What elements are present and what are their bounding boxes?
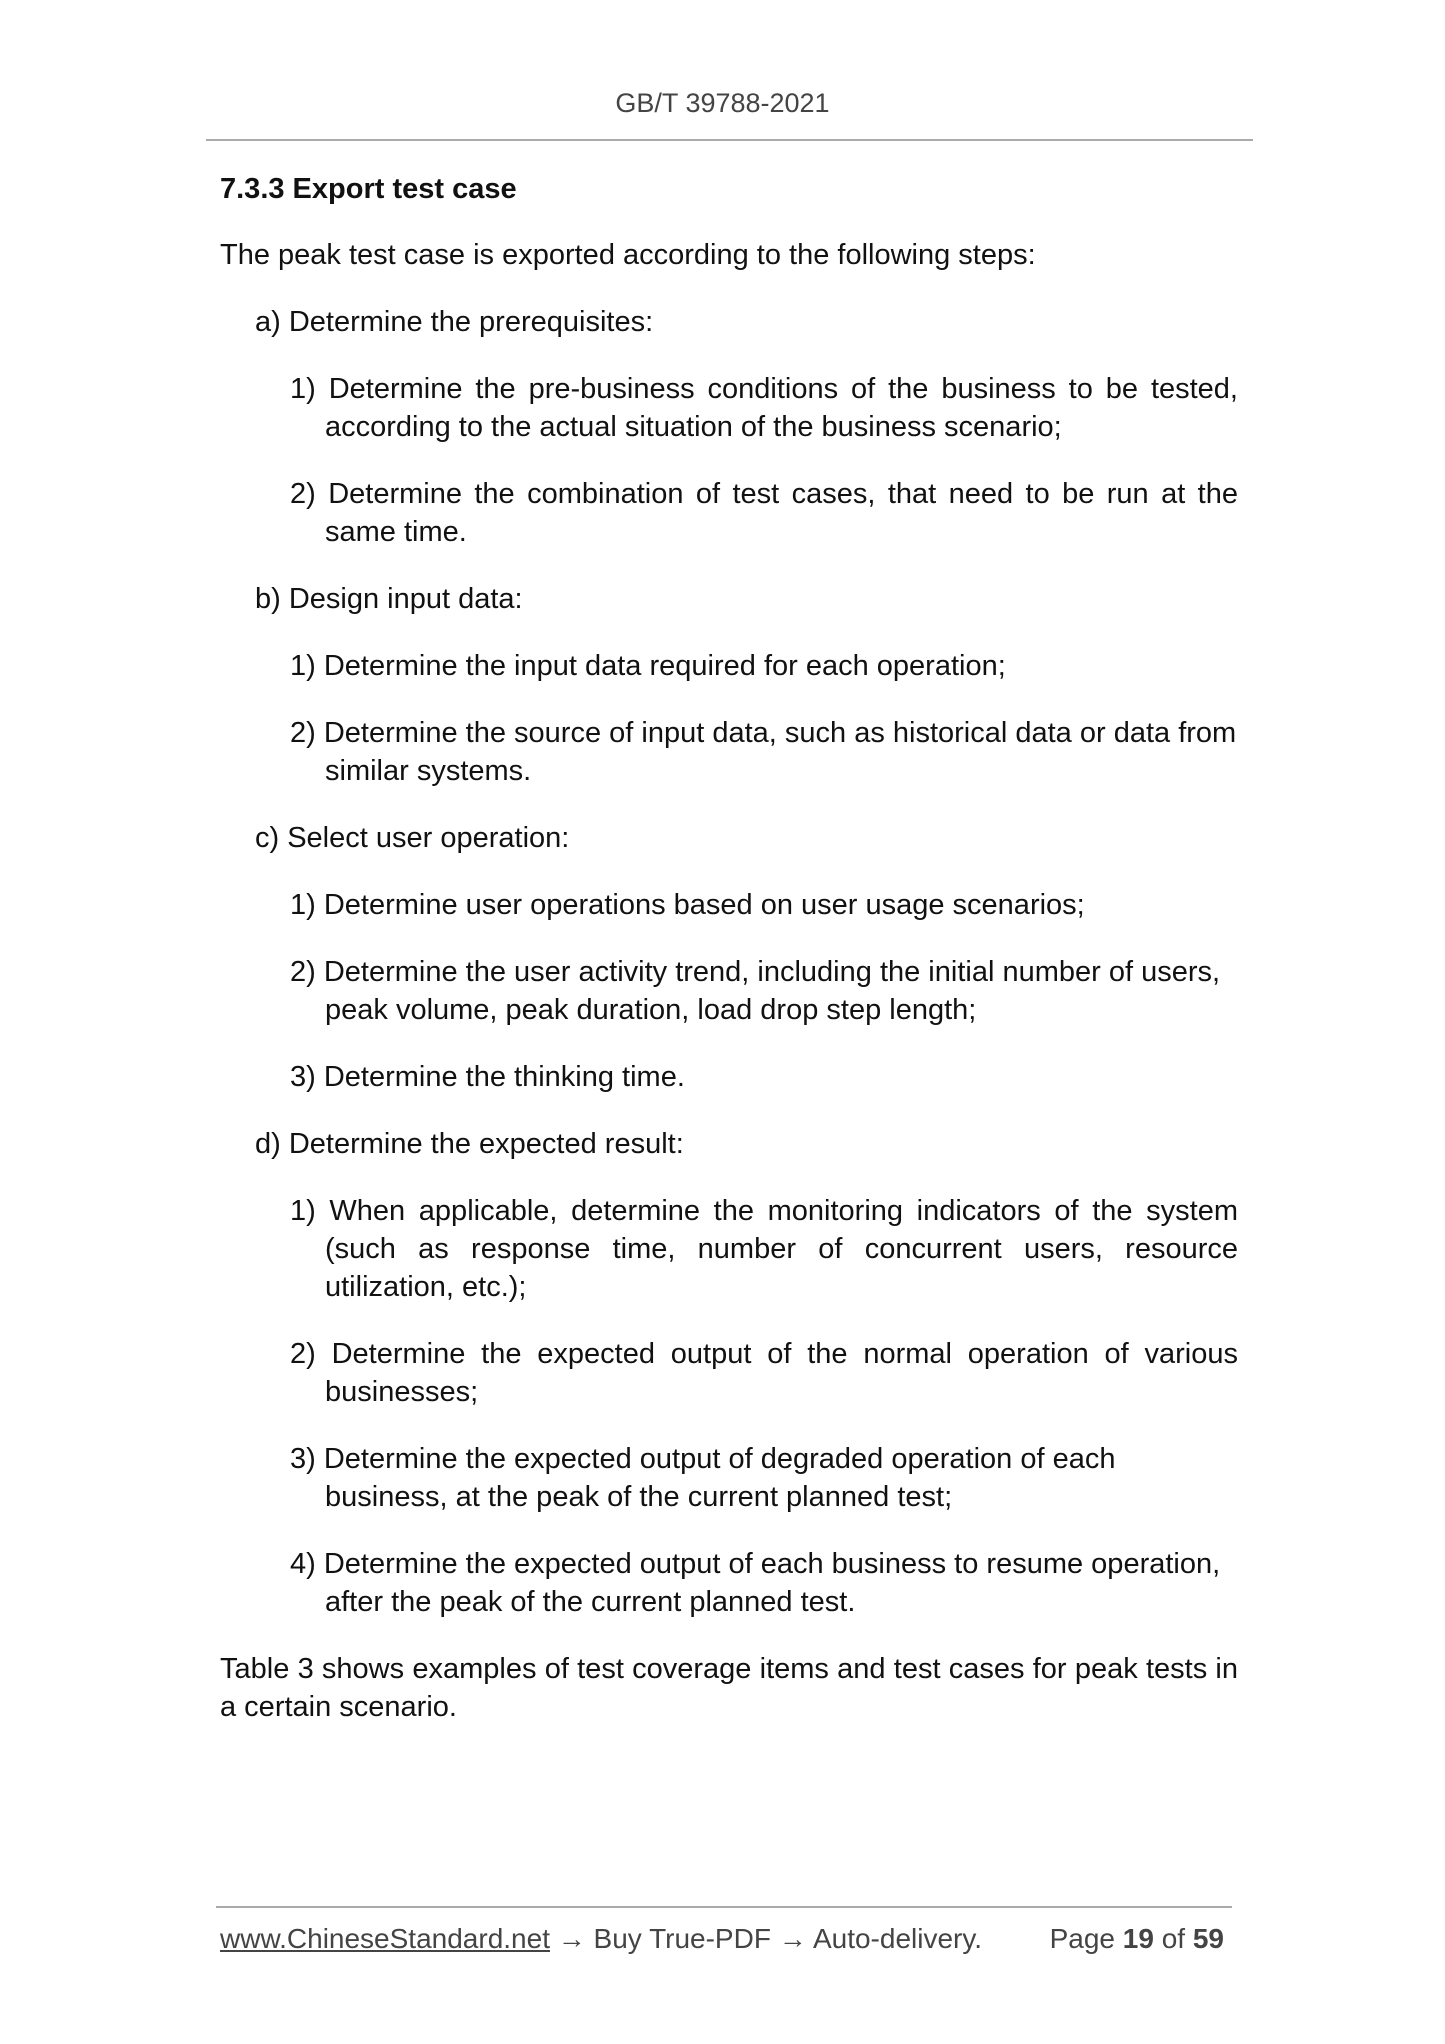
document-header-title: GB/T 39788-2021 bbox=[615, 88, 830, 118]
arrow-right-icon: → bbox=[557, 1923, 586, 1954]
step-c-item-3: 3) Determine the thinking time. bbox=[290, 1061, 685, 1093]
page-footer bbox=[220, 1923, 1232, 1955]
intro-paragraph: The peak test case is exported according to the following steps: bbox=[220, 239, 1036, 271]
step-d-label: d) Determine the expected result: bbox=[255, 1128, 684, 1160]
section-heading: 7.3.3 Export test case bbox=[220, 173, 517, 205]
step-b-item-2: 2) Determine the source of input data, such as historical data or data from similar systems. bbox=[290, 717, 1237, 787]
step-b-label: b) Design input data: bbox=[255, 583, 523, 615]
header-divider bbox=[206, 139, 1253, 141]
total-pages: 59 bbox=[1192, 1923, 1224, 1954]
auto-delivery-text: Auto-delivery. bbox=[812, 1923, 983, 1954]
step-c-item-1: 1) Determine user operations based on user usage scenarios; bbox=[290, 889, 1085, 921]
step-d-item-3: 3) Determine the expected output of degraded operation of each business, at the peak of the current planned test; bbox=[290, 1443, 1116, 1513]
step-a-item-2: 2) Determine the combination of test cases, that need to be run at the same time. bbox=[290, 478, 1238, 548]
step-d-item-1: 1) When applicable, determine the monitoring indicators of the system (such as response time, number of concurrent users, resource utilization, etc.); bbox=[290, 1195, 1238, 1303]
step-d-item-4: 4) Determine the expected output of each business to resume operation, after the peak of the current planned test. bbox=[290, 1548, 1221, 1618]
page-of-label: of bbox=[1161, 1923, 1186, 1954]
website-link[interactable]: www.ChineseStandard.net bbox=[220, 1923, 550, 1954]
document-body bbox=[220, 170, 1238, 1726]
closing-paragraph: Table 3 shows examples of test coverage items and test cases for peak tests in a certain scenario. bbox=[220, 1653, 1238, 1723]
step-a-label: a) Determine the prerequisites: bbox=[255, 306, 654, 338]
step-c-label: c) Select user operation: bbox=[255, 822, 570, 854]
step-c-item-2: 2) Determine the user activity trend, including the initial number of users, peak volume, peak duration, load drop step length; bbox=[290, 956, 1221, 1026]
step-d-item-2: 2) Determine the expected output of the normal operation of various businesses; bbox=[290, 1338, 1238, 1408]
step-a-item-1: 1) Determine the pre-business conditions of the business to be tested, according to the actual situation of the business scenario; bbox=[290, 373, 1238, 443]
step-b-item-1: 1) Determine the input data required for each operation; bbox=[290, 650, 1006, 682]
current-page: 19 bbox=[1122, 1923, 1154, 1954]
buy-pdf-text: Buy True-PDF bbox=[593, 1923, 771, 1954]
page-label: Page bbox=[1049, 1923, 1115, 1954]
arrow-right-icon: → bbox=[778, 1923, 807, 1954]
footer-divider bbox=[216, 1906, 1232, 1908]
page-number bbox=[1050, 1923, 1224, 1955]
